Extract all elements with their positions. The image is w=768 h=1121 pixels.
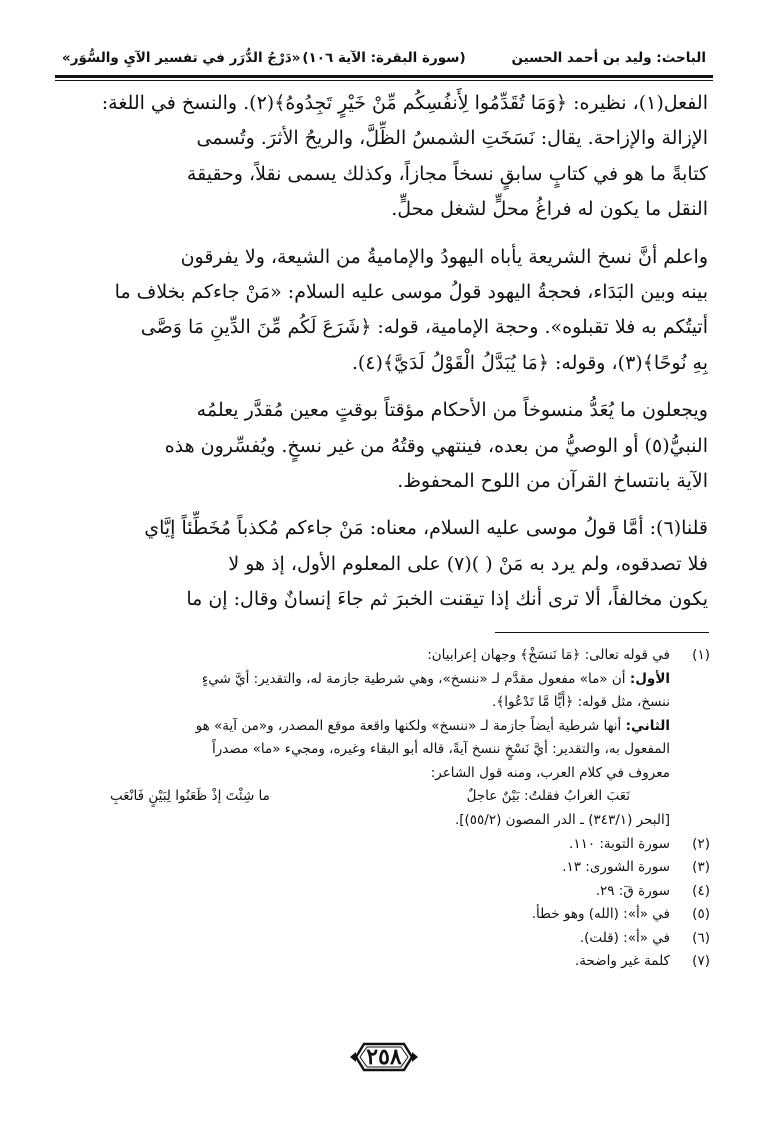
footnote-source: [البحر (٣٤٣/١) ـ الدر المصون (٥٥/٢)]. bbox=[454, 812, 670, 828]
paragraph-4 bbox=[60, 511, 708, 617]
text-line: فلا تصدقوه، ولم يرد به مَنْ ( )(٧) على المعلوم الأول، إذ هو لا bbox=[228, 552, 708, 575]
footnote-separator bbox=[495, 632, 709, 633]
footnote-text: أنها شرطية أيضاً جازمة لـ «ننسخ» ولكنها واقعة موقع المصدر، و«من آية» هو bbox=[195, 717, 626, 734]
footnote-number: (٧) bbox=[692, 953, 710, 969]
footnote-3 bbox=[60, 856, 710, 880]
footnote-number: (١) bbox=[692, 647, 710, 663]
header-rule-thick bbox=[55, 75, 713, 78]
footnote-line bbox=[60, 715, 670, 739]
footnote-text: سورة قٓ: ٢٩. bbox=[595, 882, 670, 899]
footnote-number: (٥) bbox=[692, 906, 710, 922]
poem-hemistich-1: نَعَبَ الغرابُ فقلتُ: بَيْنٌ عاجلٌ bbox=[466, 788, 630, 804]
page-number-ornament bbox=[350, 1040, 418, 1074]
footnote-2 bbox=[60, 833, 710, 857]
footnote-7 bbox=[60, 950, 710, 974]
footnote-line: في قوله تعالى: ﴿مَا نَنسَخْ﴾ وجهان إعرابيان: bbox=[427, 647, 670, 663]
footnote-line: معروف في كلام العرب، ومنه قول الشاعر: bbox=[430, 764, 670, 781]
footnote-line bbox=[60, 668, 670, 692]
text-line: قلنا(٦): أمَّا قولُ موسى عليه السلام، معناه: مَنْ جاءكم مُكذباً مُخَطِّئاً إيَّاي bbox=[144, 517, 708, 540]
footnote-text: في «أ»: (الله) وهو خطأ. bbox=[531, 906, 670, 922]
footnote-text: سورة التوبة: ١١٠. bbox=[569, 835, 670, 852]
header-book-title: «دَرْجُ الدُّرَر في تفسير الآيِ والسُّوَر» bbox=[62, 50, 301, 66]
text-line: الفعل(١)، نظيره: ﴿وَمَا تُقَدِّمُوا لِأَنفُسِكُم مِّنْ خَيْرٍ تَجِدُوهُ﴾(٢). والنسخ في اللغة: bbox=[101, 92, 708, 114]
footnote-4 bbox=[60, 880, 710, 904]
footnote-number: (٢) bbox=[692, 835, 710, 852]
text-line: يكون مخالفاً، ألا ترى أنك إذا تيقنت الخبرَ ثم جاءَ إنسانٌ وقال: إن ما bbox=[186, 588, 708, 611]
main-text bbox=[60, 86, 708, 618]
paragraph-2 bbox=[60, 240, 708, 382]
text-line: الإزالة والإزاحة. يقال: نَسَخَتِ الشمسُ الظِّلَّ، والريحُ الأثرَ. وتُسمى bbox=[196, 127, 708, 150]
footnote-number: (٤) bbox=[692, 882, 710, 899]
text-line: الآية بانتساخ القرآن من اللوح المحفوظ. bbox=[397, 470, 708, 493]
paragraph-1 bbox=[60, 86, 708, 228]
text-line: النقل ما يكون له فراغُ محلٍّ لشغل محلٍّ. bbox=[391, 198, 708, 221]
header-surah-reference: (سورة البقرة: الآية ١٠٦) bbox=[302, 50, 466, 66]
footnote-1 bbox=[60, 644, 710, 833]
page-number: ٢٥٨ bbox=[366, 1044, 402, 1070]
label-second: الثاني: bbox=[625, 717, 670, 734]
footnote-number: (٣) bbox=[692, 859, 710, 875]
footnote-number: (٦) bbox=[692, 929, 710, 946]
footnotes bbox=[60, 644, 710, 974]
text-line: بِهِ نُوحًا﴾(٣)، وقوله: ﴿مَا يُبَدَّلُ الْقَوْلُ لَدَيَّ﴾(٤). bbox=[351, 351, 708, 374]
text-line: ويجعلون ما يُعَدُّ منسوخاً من الأحكام مؤقتاً بوقتٍ معين مُقدَّر يعلمُه bbox=[196, 399, 708, 422]
text-line: أتيتُكم به فلا تقبلوه». وحجة الإمامية، قوله: ﴿شَرَعَ لَكُم مِّنَ الدِّينِ مَا وَصَّى bbox=[140, 316, 708, 339]
paragraph-3 bbox=[60, 393, 708, 499]
footnote-line: المفعول به، والتقدير: أيَّ نَسْخٍ ننسخ آيةً، قاله أبو البقاء وغيره، ومجيء «ما» مصدراً bbox=[212, 741, 670, 757]
text-line: النبيُّ(٥) أو الوصيُّ من بعده، فينتهي وقتُهُ من غير نسخٍ. ويُفسِّرون هذه bbox=[164, 434, 708, 457]
running-header bbox=[58, 44, 710, 74]
label-first: الأول: bbox=[629, 670, 670, 687]
poem-hemistich-2: ما شِئْتَ إذْ ظَعَنُوا لِبَيْنٍ فَانْعَبِ bbox=[110, 788, 270, 804]
footnote-text: أن «ما» مفعول مقدَّم لـ «ننسخ»، وهي شرطية جازمة له، والتقدير: أيَّ شيءٍ bbox=[201, 670, 630, 687]
text-line: واعلم أنَّ نسخ الشريعة يأباه اليهودُ والإماميةُ من الشيعة، ولا يفرقون bbox=[180, 245, 708, 268]
footnote-5 bbox=[60, 903, 710, 927]
poem-verse bbox=[60, 785, 670, 809]
footnote-text: في «أ»: (قلت). bbox=[579, 929, 670, 946]
footnote-6 bbox=[60, 927, 710, 951]
text-line: كتابةً ما هو في كتابٍ سابقٍ نسخاً مجازاً، وكذلك يسمى نقلاً، وحقيقة bbox=[186, 162, 708, 185]
text-line: بينه وبين البَدَاء، فحجةُ اليهود قولُ موسى عليه السلام: «مَنْ جاءكم بخلاف ما bbox=[114, 281, 708, 304]
footnote-line: ننسخ، مثل قوله: ﴿أَيًّا مَّا تَدْعُوا﴾. bbox=[492, 694, 670, 710]
footnote-text: سورة الشورى: ١٣. bbox=[562, 859, 670, 875]
footnote-text: كلمة غير واضحة. bbox=[574, 953, 670, 969]
header-author: الباحث: وليد بن أحمد الحسين bbox=[511, 50, 706, 66]
header-rule-thin bbox=[55, 80, 713, 81]
